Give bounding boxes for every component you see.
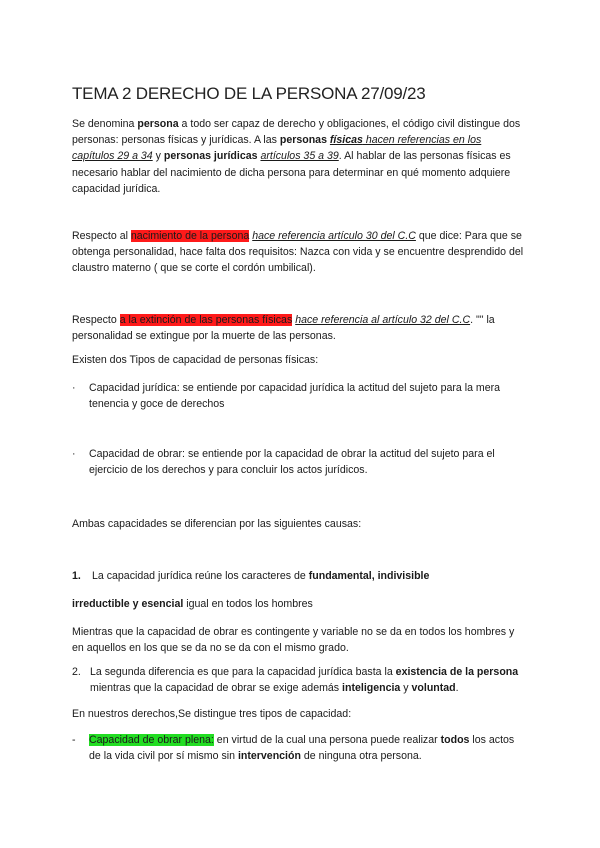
paragraph-tipos-capacidad: Existen dos Tipos de capacidad de personas físicas: [72,354,319,366]
paragraph-persona-definition [72,116,524,197]
item-text [92,568,524,584]
text: de ninguna otra persona. [300,750,422,763]
text: . Al hablar de las personas físicas es necesario hablar del nacimiento de dicha persona para determinar en qué momento adquiere capacidad jurídica. [72,150,511,195]
text: Respecto al [72,230,131,242]
text: en virtud de la cual una persona puede realizar [213,734,441,746]
bold-term: irreductible y esencial [72,598,184,610]
paragraph-extincion [72,312,524,344]
paragraph-diferencias: Ambas capacidades se diferencian por las siguientes causas: [72,518,362,530]
text: que dice: Para que se obtenga personalidad, hace falta dos requisitos: Nazca con vida y se encuentre desprendido del claustro materno ( que se corte el cordón umbilical). [72,230,524,275]
bold-term: intervención [237,750,301,763]
paragraph-item1-continuation [72,596,524,612]
bold-term: personas jurídicas [163,150,261,163]
text: los actos de la vida civil por sí mismo sin [89,734,515,763]
article-reference: hacen referencias en los capítulos 29 a 34 [72,134,482,163]
text: . [455,682,459,695]
bold-term: inteligencia [342,682,401,695]
bold-term: fundamental, indivisible [308,570,430,582]
dash-marker: - [72,734,76,746]
bullet-marker: · [72,382,76,394]
bold-underlined-term: físicas [329,134,363,147]
highlighted-phrase: a la extinción de las personas físicas [119,314,293,326]
dash-item-capacidad-plena [72,732,524,764]
paragraph-tres-tipos: En nuestros derechos,Se distingue tres tipos de capacidad: [72,708,352,720]
article-reference: artículos 35 a 39 [260,150,339,163]
bullet-item-capacidad-juridica [72,380,524,412]
text: mientras que la capacidad de obrar se exige además [90,682,343,695]
bullet-marker: · [72,448,76,460]
highlighted-phrase: Capacidad de obrar plena: [89,734,214,746]
text: y [400,682,412,695]
numbered-item-1 [72,568,524,584]
item-text [89,732,524,764]
paragraph-nacimiento [72,228,524,277]
text: Se denomina [72,118,138,130]
paragraph-capacidad-obrar-contingente: Mientras que la capacidad de obrar es contingente y variable no se da en todos los hombres y en aquellos en los que se da no se da con el mismo grado. [72,626,515,655]
bold-term: existencia de la persona [395,666,519,678]
bullet-text: Capacidad jurídica: se entiende por capacidad jurídica la actitud del sujeto para la mera tenencia y goce de derechos [89,382,501,411]
item-text [90,664,524,696]
bold-term: persona [137,118,179,130]
article-reference: hace referencia artículo 30 del C.C [252,230,416,242]
text: igual en todos los hombres [183,598,313,610]
text: La capacidad jurídica reúne los caracteres de [92,570,309,582]
article-reference: hace referencia al artículo 32 del C.C [295,314,471,326]
text: Respecto [72,314,120,326]
item-number: 2. [72,666,81,678]
bold-term: todos [440,734,470,746]
highlighted-phrase: nacimiento de la persona [130,230,250,242]
text: La segunda diferencia es que para la capacidad jurídica basta la [90,666,396,678]
bold-term: voluntad [411,682,456,695]
text: a todo ser capaz de derecho y obligaciones, el código civil distingue dos personas: personas físicas y jurídicas. A las [72,118,521,147]
numbered-item-2 [72,664,524,696]
bullet-item-capacidad-obrar [72,446,524,478]
text: . "" la personalidad se extingue por la muerte de las personas. [72,314,495,343]
document-title: TEMA 2 DERECHO DE LA PERSONA 27/09/23 [72,84,426,103]
bullet-text: Capacidad de obrar: se entiende por la capacidad de obrar la actitud del sujeto para el ejercicio de los derechos y para concluir los actos jurídicos. [89,448,495,477]
text: y [152,150,164,163]
bold-term: personas [279,134,330,147]
item-number: 1. [72,570,81,582]
